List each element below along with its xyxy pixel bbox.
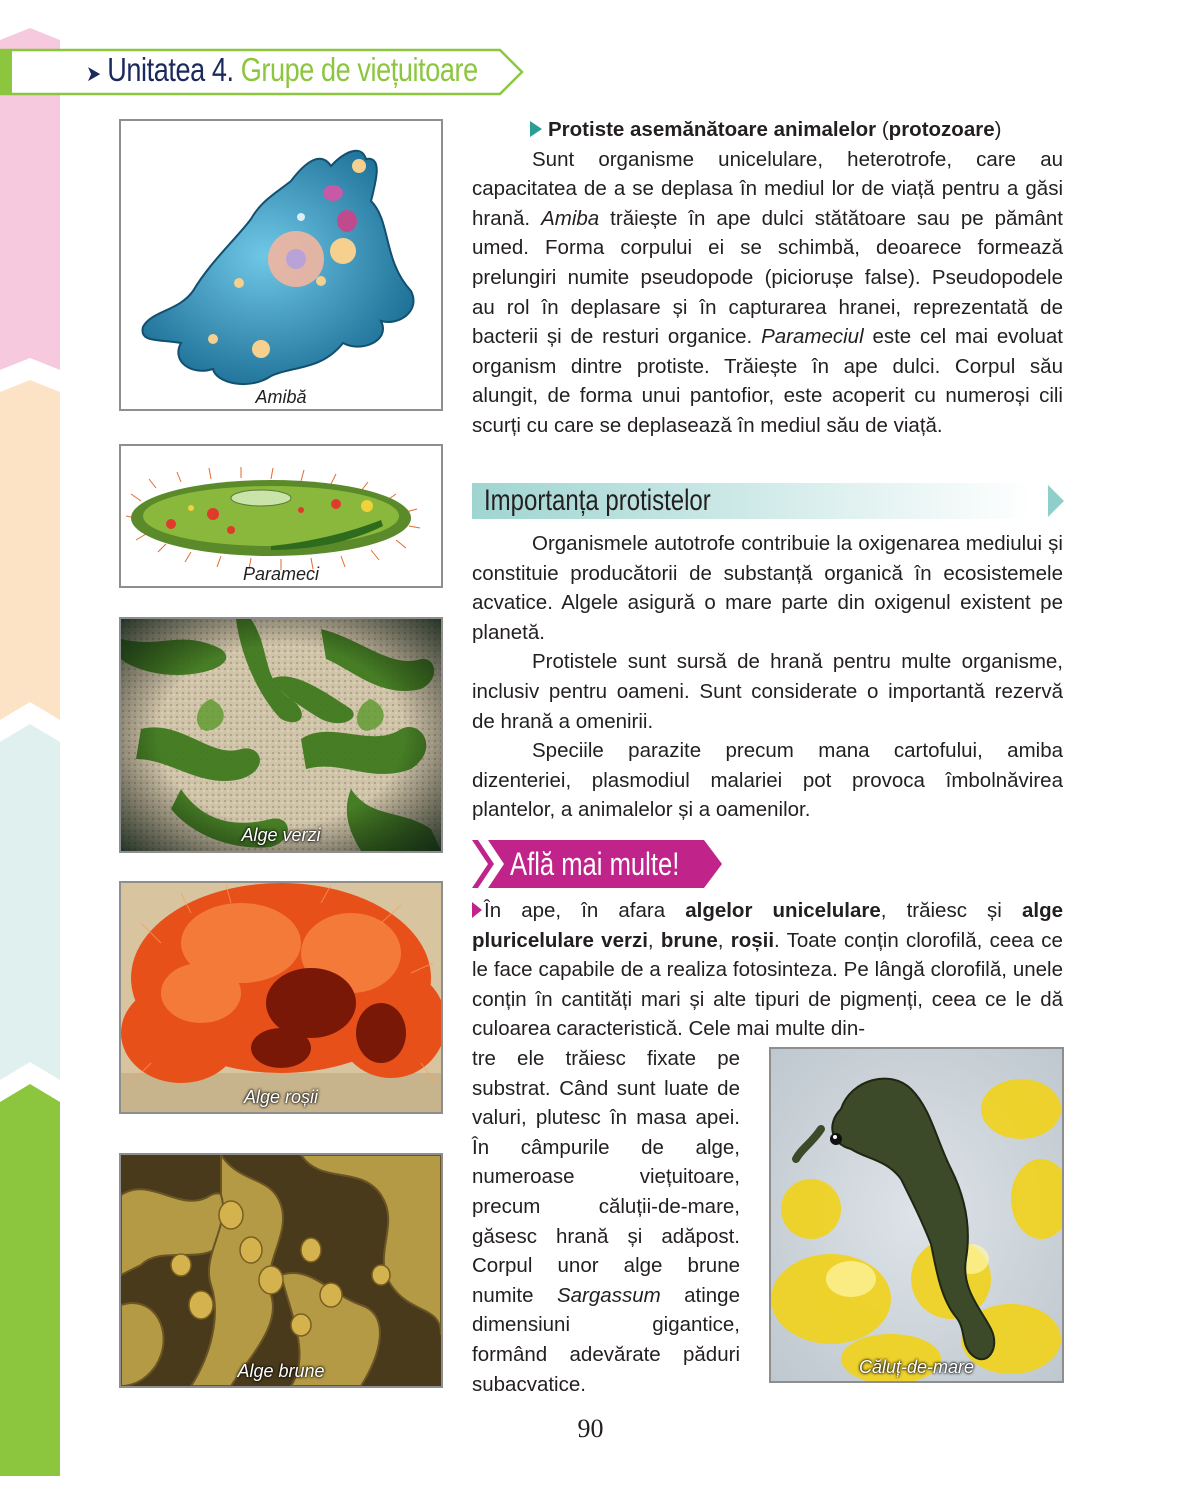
learn-more-banner: [472, 840, 722, 888]
learn-more-paragraph-continued: tre ele trăiesc fixate pe substrat. Când sunt luate de valuri, plutesc în masa apei. În câmpurile de alge, numeroase viețuitoare, precum căluții-de-mare, găsesc hrană și adăpost. Corpul unor alge brune numite Sargassum atinge dimensiuni gigantice, formând adevărate păduri subacvatice.: [472, 1047, 740, 1396]
brown-algae-figure: [119, 1153, 443, 1388]
protozoa-heading: Protiste asemănătoare animalelor (protozoare): [472, 115, 1063, 145]
learn-more-paragraph: În ape, în afara algelor unicelulare, trăiesc și alge pluricelulare verzi, brune, roșii. Toate conțin clorofilă, ceea ce le face capabile de a realiza fotosinteza. Pe lângă clorofilă, unele conțin în cantități mari și alte tipuri de pigmenți, ceea ce le dă culoarea caracteristică. Cele mai multe din-: [472, 899, 1063, 1041]
red-algae-caption: Alge roșii: [243, 1087, 319, 1107]
page-number: 90: [577, 1414, 604, 1443]
header-arrow-icon: ➤: [86, 61, 101, 86]
importance-section-bar: [472, 483, 1064, 519]
protozoa-section: [472, 115, 1063, 441]
bullet-triangle-icon: [530, 121, 542, 137]
importance-paragraph-2: Protistele sunt sursă de hrană pentru multe organisme, inclusiv pentru oameni. Sunt considerate o importantă rezervă de hrană a omenirii.: [472, 650, 1063, 733]
green-algae-photo: [121, 619, 441, 851]
seahorse-figure: [769, 1047, 1064, 1383]
seahorse-caption: Căluț-de-mare: [858, 1357, 975, 1377]
learn-more-text-top: [472, 896, 1063, 1044]
importance-paragraph-1: Organismele autotrofe contribuie la oxigenarea mediului și constituie producătorii de substanță organică în ecosistemele acvatice. Algele asigură o mare parte din oxigenul existent pe planetă.: [472, 532, 1063, 644]
amoeba-caption: Amibă: [255, 387, 307, 407]
unit-label: Unitatea 4.: [107, 51, 234, 88]
paramecium-caption: Parameci: [242, 564, 320, 584]
amoeba-figure: [119, 119, 443, 411]
unit-header: [0, 47, 525, 97]
brown-algae-photo: [121, 1155, 441, 1386]
amoeba-illustration: [121, 121, 441, 409]
left-decorative-band: [0, 0, 60, 1506]
paramecium-figure: [119, 444, 443, 588]
unit-title: Grupe de viețuitoare: [240, 51, 478, 88]
red-algae-figure: [119, 881, 443, 1114]
bullet-triangle-icon: [472, 902, 482, 918]
importance-title: Importanța protistelor: [484, 484, 711, 517]
green-algae-figure: [119, 617, 443, 853]
brown-algae-caption: Alge brune: [237, 1361, 325, 1381]
importance-section: [472, 529, 1063, 825]
learn-more-text-bottom: [472, 1044, 740, 1399]
protozoa-paragraph: Sunt organisme unicelulare, heterotrofe, care au capacitatea de a se deplasa în mediul lor de viață pentru a găsi hrană. Amiba trăiește în ape dulci stătătoare sau pe pământ umed. Forma corpului ei se schimbă, deoarece formează prelungiri numite pseudopode (piciorușe false). Pseudopodele au rol în deplasare și în capturarea hranei, reprezentată de bacterii și de resturi organice. Parameciul este cel mai evoluat organism dintre protiste. Trăiește în ape dulci. Corpul său alungit, de forma unui pantofior, este acoperit cu numeroși cili scurți cu care se deplasează în mediul său de viață.: [472, 147, 1063, 437]
learn-more-title: Află mai multe!: [510, 846, 680, 882]
red-algae-photo: [121, 883, 441, 1112]
green-algae-caption: Alge verzi: [241, 825, 321, 845]
seahorse-photo: [771, 1049, 1062, 1381]
importance-paragraph-3: Speciile parazite precum mana cartofului, amiba dizenteriei, plasmodiul malariei pot provoca îmbolnăvirea plantelor, a animalelor și a oamenilor.: [472, 739, 1063, 822]
